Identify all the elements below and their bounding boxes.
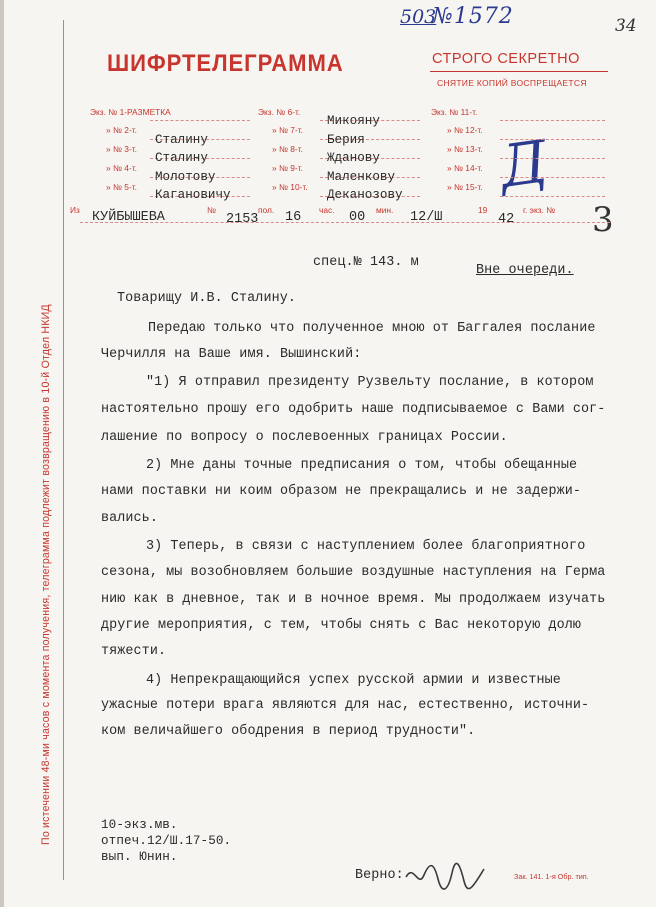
handwritten-number-top: 503 <box>400 6 437 28</box>
origin-hour: 16 <box>285 210 302 225</box>
body-line: сезона, мы возобновляем большие воздушные наступления на Герма <box>101 565 606 580</box>
body-line: 4) Непрекращающийся успех русской армии и известные <box>146 673 561 688</box>
body-line: нию как в дневное, так и в ночное время. Мы продолжаем изучать <box>101 592 606 607</box>
dist-label: » № 2-т. <box>106 125 137 135</box>
handwritten-initial: Д <box>495 127 552 201</box>
secret-underline <box>430 71 608 72</box>
origin-year: 42 <box>498 212 515 227</box>
origin-date: 12/Ш <box>410 210 443 225</box>
footer-issued: вып. Юнин. <box>101 850 178 864</box>
document-title: ШИФРТЕЛЕГРАММА <box>107 50 344 77</box>
spec-line: спец.№ 143. м <box>313 255 419 270</box>
recipient: Деканозову <box>327 188 403 202</box>
body-line: Передаю только что полученное мною от Баггалея послание <box>148 321 596 336</box>
fill-line <box>150 120 250 122</box>
signature <box>400 855 490 895</box>
origin-label-minute: мин. <box>376 205 394 215</box>
scan-edge <box>0 0 4 907</box>
body-line: "1) Я отправил президенту Рузвельту послание, в котором <box>146 375 594 390</box>
body-line: ужасные потери врага являются для нас, естественно, источни- <box>101 698 590 713</box>
recipient: Жданову <box>327 151 380 165</box>
dist-label: » № 9-т. <box>272 163 303 173</box>
origin-fill-line <box>80 222 610 224</box>
body-line: другие мероприятия, с тем, чтобы снять с Вас некоторую долю <box>101 618 582 633</box>
dist-label: » № 8-т. <box>272 144 303 154</box>
recipient: Сталину <box>155 151 208 165</box>
dist-label: » № 10-т. <box>272 182 308 192</box>
origin-label-copy: г. экз. № <box>523 205 556 215</box>
print-mark: Зак. 141. 1-я Обр. тип. <box>514 872 589 881</box>
body-line: тяжести. <box>101 644 167 659</box>
salutation: Товарищу И.В. Сталину. <box>117 291 296 306</box>
origin-year-prefix: 19 <box>478 205 488 215</box>
priority-mark: Вне очереди. <box>476 263 574 278</box>
recipient: Кагановичу <box>155 188 231 202</box>
body-line: вались. <box>101 511 158 526</box>
dist-label: » № 3-т. <box>106 144 137 154</box>
dist-label: » № 5-т. <box>106 182 137 192</box>
dist-label: » № 14-т. <box>447 163 483 173</box>
dist-label: Экз. № 11-т. <box>431 107 478 117</box>
recipient: Сталину <box>155 133 208 147</box>
no-copy-notice: СНЯТИЕ КОПИЙ ВОСПРЕЩАЕТСЯ <box>437 78 587 88</box>
body-line: 3) Теперь, в связи с наступлением более благоприятного <box>146 539 586 554</box>
footer-copies: 10-экз.мв. <box>101 818 178 832</box>
fill-line <box>500 139 605 141</box>
fill-line <box>500 177 605 179</box>
origin-label-hour: час. <box>319 205 335 215</box>
dist-label: Экз. № 6-т. <box>258 107 301 117</box>
origin-number: 2153 <box>226 212 259 227</box>
dist-label: » № 13-т. <box>447 144 483 154</box>
dist-label: Экз. № 1-РАЗМЕТКА <box>90 107 171 117</box>
body-line: настоятельно прошу его одобрить наше подписываемое с Вами сог- <box>101 402 606 417</box>
body-line: ком величайшего ободрения в период трудности". <box>101 724 476 739</box>
fill-line <box>500 120 605 122</box>
origin-label-number: № <box>207 205 216 215</box>
fill-line <box>500 196 605 198</box>
origin-label-from: Из <box>70 205 80 215</box>
page-number: 34 <box>615 16 637 36</box>
recipient: Молотову <box>155 170 216 184</box>
margin-line <box>63 20 64 880</box>
origin-label-sent: пол. <box>258 205 275 215</box>
body-line: лашение по вопросу о послевоенных границах России. <box>101 430 508 445</box>
footer-printed: отпеч.12/Ш.17-50. <box>101 834 232 848</box>
recipient: Берия <box>327 133 365 147</box>
body-line: 2) Мне даны точные предписания о том, чтобы обещанные <box>146 458 578 473</box>
body-line: Черчилля на Ваше имя. Вышинский: <box>101 347 362 362</box>
origin-minute: 00 <box>349 210 366 225</box>
side-note: По истечении 48-ми часов с момента получения, телеграмма подлежит возвращению в 10-й Отдел НКИД <box>40 304 52 845</box>
dist-label: » № 4-т. <box>106 163 137 173</box>
secret-stamp: СТРОГО СЕКРЕТНО <box>432 51 580 67</box>
verno-label: Верно: <box>355 868 404 883</box>
fill-line <box>500 158 605 160</box>
body-line: нами поставки ни коим образом не прекращались и не задержи- <box>101 484 582 499</box>
handwritten-copy-number: 3 <box>592 200 614 240</box>
recipient: Маленкову <box>327 170 396 184</box>
dist-label: » № 15-т. <box>447 182 483 192</box>
dist-label: » № 7-т. <box>272 125 303 135</box>
handwritten-number-main: №1572 <box>432 4 514 29</box>
origin-from: КУЙБЫШЕВА <box>92 210 165 225</box>
dist-label: » № 12-т. <box>447 125 483 135</box>
recipient: Микояну <box>327 114 380 128</box>
